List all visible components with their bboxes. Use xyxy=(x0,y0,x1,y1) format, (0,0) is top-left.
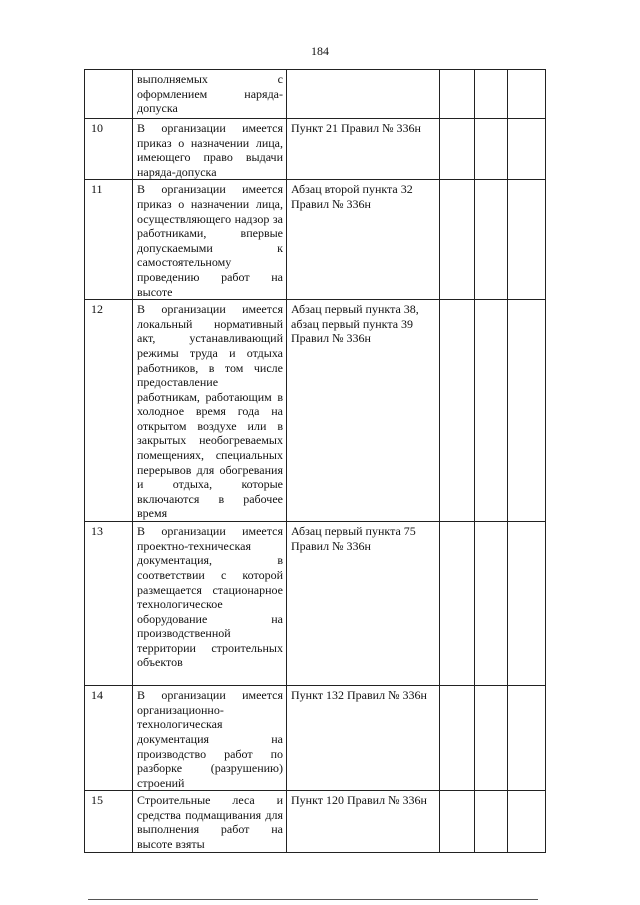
table-row xyxy=(85,686,546,791)
answer-yes-cell[interactable] xyxy=(440,70,475,119)
answer-na-cell[interactable] xyxy=(508,180,546,300)
requirement-text: В организации имеется проектно-техническая документация, в соответствии с которой размещается стационарное технологическое оборудование на производственной территории строительных объектов xyxy=(137,524,283,670)
page-bottom-rule xyxy=(88,899,538,900)
reference-cell: Пункт 132 Правил № 336н xyxy=(287,686,440,791)
answer-no-cell[interactable] xyxy=(475,180,508,300)
row-number xyxy=(85,70,133,119)
requirement-cell xyxy=(133,791,287,853)
requirement-text: В организации имеется приказ о назначении лица, осуществляющего надзор за работниками, впервые допускаемыми к самостоятельному проведению работ на высоте xyxy=(137,182,283,299)
requirement-text: выполняемых с оформлением наряда-допуска xyxy=(137,72,283,116)
answer-no-cell[interactable] xyxy=(475,791,508,853)
reference-cell: Пункт 21 Правил № 336н xyxy=(287,119,440,180)
checklist-table xyxy=(84,69,546,853)
row-number: 12 xyxy=(85,300,133,522)
reference-cell: Абзац первый пункта 38, абзац первый пункта 39 Правил № 336н xyxy=(287,300,440,522)
table-row xyxy=(85,119,546,180)
reference-cell: Абзац второй пункта 32 Правил № 336н xyxy=(287,180,440,300)
answer-yes-cell[interactable] xyxy=(440,180,475,300)
row-number: 11 xyxy=(85,180,133,300)
answer-na-cell[interactable] xyxy=(508,70,546,119)
answer-na-cell[interactable] xyxy=(508,522,546,686)
answer-no-cell[interactable] xyxy=(475,300,508,522)
row-number: 13 xyxy=(85,522,133,686)
reference-cell xyxy=(287,70,440,119)
requirement-cell xyxy=(133,300,287,522)
answer-na-cell[interactable] xyxy=(508,119,546,180)
table-row xyxy=(85,70,546,119)
answer-no-cell[interactable] xyxy=(475,70,508,119)
answer-na-cell[interactable] xyxy=(508,791,546,853)
requirement-cell xyxy=(133,119,287,180)
answer-yes-cell[interactable] xyxy=(440,791,475,853)
requirement-cell xyxy=(133,70,287,119)
requirement-text: В организации имеется организационно-технологическая документация на производство работ по разборке (разрушению) строений xyxy=(137,688,283,790)
requirement-text: Строительные леса и средства подмащивания для выполнения работ на высоте взяты xyxy=(137,793,283,852)
answer-no-cell[interactable] xyxy=(475,522,508,686)
requirement-text: В организации имеется локальный нормативный акт, устанавливающий режимы труда и отдыха работников, в том числе предоставление работникам, работающим в холодное время года на открытом воздухе или в закрытых необогреваемых помещениях, специальных перерывов для обогревания и отдыха, которые включаются в рабочее время xyxy=(137,302,283,521)
answer-no-cell[interactable] xyxy=(475,686,508,791)
answer-no-cell[interactable] xyxy=(475,119,508,180)
answer-yes-cell[interactable] xyxy=(440,119,475,180)
answer-yes-cell[interactable] xyxy=(440,522,475,686)
reference-cell: Абзац первый пункта 75 Правил № 336н xyxy=(287,522,440,686)
answer-na-cell[interactable] xyxy=(508,300,546,522)
requirement-cell xyxy=(133,522,287,686)
table-row xyxy=(85,180,546,300)
reference-cell: Пункт 120 Правил № 336н xyxy=(287,791,440,853)
answer-yes-cell[interactable] xyxy=(440,686,475,791)
row-number: 10 xyxy=(85,119,133,180)
requirement-cell xyxy=(133,686,287,791)
page-number: 184 xyxy=(311,44,329,58)
requirement-cell xyxy=(133,180,287,300)
table-row xyxy=(85,791,546,853)
requirement-text: В организации имеется приказ о назначении лица, имеющего право выдачи наряда-допуска xyxy=(137,121,283,179)
row-number: 14 xyxy=(85,686,133,791)
row-number: 15 xyxy=(85,791,133,853)
table-row xyxy=(85,522,546,686)
answer-na-cell[interactable] xyxy=(508,686,546,791)
answer-yes-cell[interactable] xyxy=(440,300,475,522)
table-row xyxy=(85,300,546,522)
